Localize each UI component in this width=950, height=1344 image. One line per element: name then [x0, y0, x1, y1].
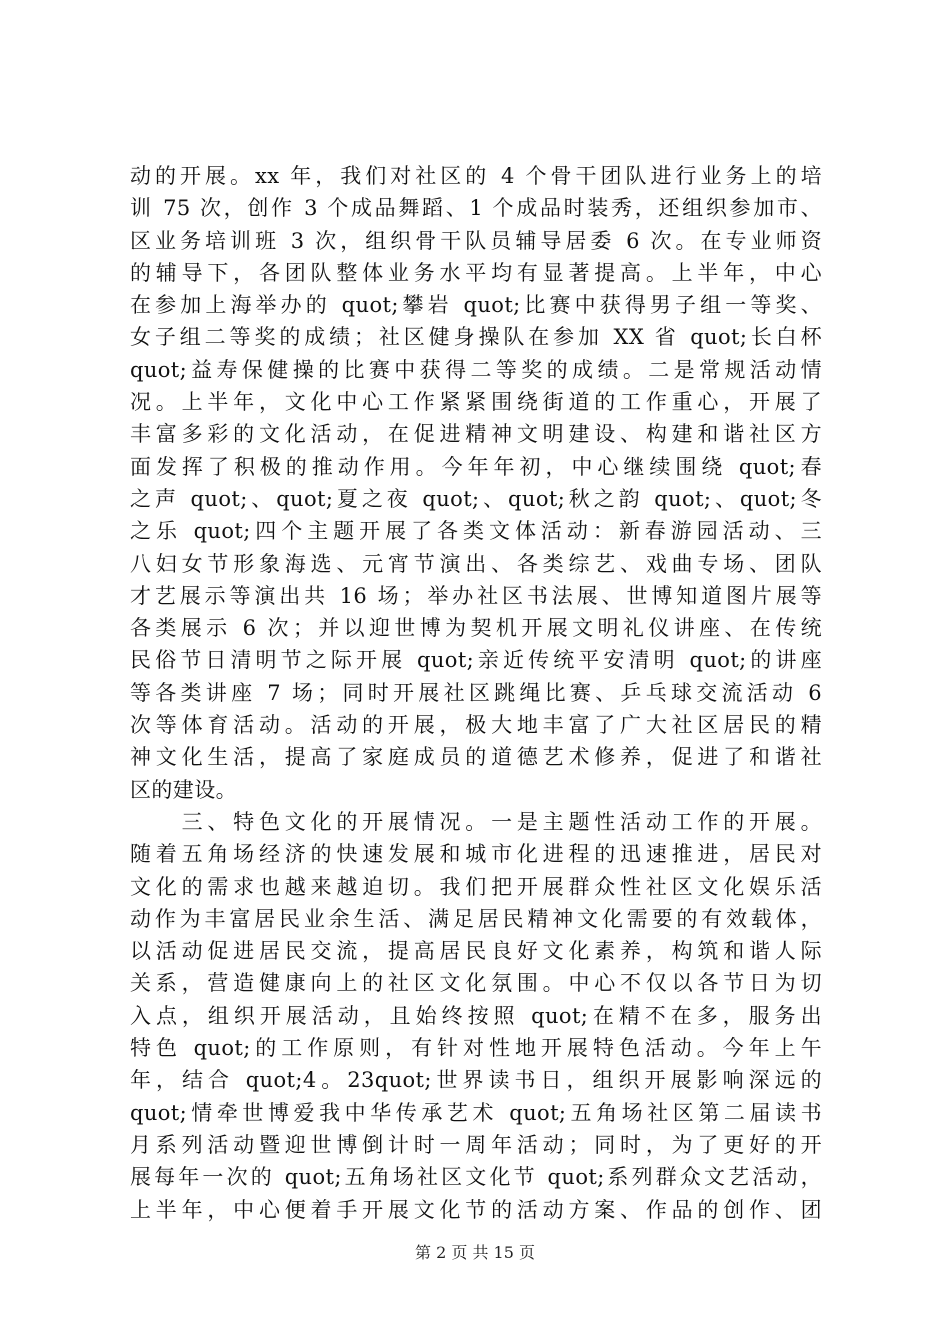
text-line: 在参加上海举办的 quot;攀岩 quot;比赛中获得男子组一等奖、	[130, 293, 822, 318]
text-line: 三、特色文化的开展情况。一是主题性活动工作的开展。	[130, 809, 822, 834]
page-footer: 第 2 页 共 15 页	[415, 1243, 535, 1262]
text-line: 动的开展。xx 年，我们对社区的 4 个骨干团队进行业务上的培	[130, 164, 822, 188]
text-line: 随着五角场经济的快速发展和城市化进程的迅速推进，居民对	[130, 842, 822, 867]
text-line: 文化的需求也越来越迫切。我们把开展群众性社区文化娱乐活	[130, 874, 822, 899]
text-line: 特色 quot;的工作原则，有针对性地开展特色活动。今年上午	[130, 1036, 822, 1061]
text-line: 次等体育活动。活动的开展，极大地丰富了广大社区居民的精	[130, 713, 822, 738]
text-line: 展每年一次的 quot;五角场社区文化节 quot;系列群众文艺活动，	[130, 1165, 822, 1190]
text-line: 况。上半年，文化中心工作紧紧围绕街道的工作重心，开展了	[130, 390, 822, 415]
text-line: 关系，营造健康向上的社区文化氛围。中心不仅以各节日为切	[130, 971, 822, 996]
text-line: 之声 quot;、quot;夏之夜 quot;、quot;秋之韵 quot;、quot;冬	[130, 486, 822, 511]
text-line: 入点，组织开展活动，且始终按照 quot;在精不在多，服务出	[130, 1003, 822, 1028]
text-line: 神文化生活，提高了家庭成员的道德艺术修养，促进了和谐社	[130, 745, 822, 770]
text-line: 之乐 quot;四个主题开展了各类文体活动：新春游园活动、三	[130, 519, 822, 544]
text-line: 民俗节日清明节之际开展 quot;亲近传统平安清明 quot;的讲座	[130, 648, 822, 673]
text-line: 面发挥了积极的推动作用。今年年初，中心继续围绕 quot;春	[130, 454, 822, 479]
text-line: 上半年，中心便着手开展文化节的活动方案、作品的创作、团	[130, 1197, 822, 1222]
text-line: 的辅导下，各团队整体业务水平均有显著提高。上半年，中心	[130, 260, 822, 285]
text-line: quot;益寿保健操的比赛中获得二等奖的成绩。二是常规活动情	[130, 357, 822, 382]
text-line: 区业务培训班 3 次，组织骨干队员辅导居委 6 次。在专业师资	[130, 228, 822, 253]
text-line: 各类展示 6 次；并以迎世博为契机开展文明礼仪讲座、在传统	[130, 616, 822, 641]
text-line: 女子组二等奖的成绩；社区健身操队在参加 XX 省 quot;长白杯	[130, 325, 822, 350]
text-line: 月系列活动暨迎世博倒计时一周年活动；同时，为了更好的开	[130, 1132, 822, 1157]
text-line: 训 75 次，创作 3 个成品舞蹈、1 个成品时装秀，还组织参加市、	[130, 196, 822, 221]
text-line: quot;情牵世博爱我中华传承艺术 quot;五角场社区第二届读书	[130, 1100, 822, 1125]
text-line: 以活动促进居民交流，提高居民良好文化素养，构筑和谐人际	[130, 939, 822, 964]
text-line: 等各类讲座 7 场；同时开展社区跳绳比赛、乒乓球交流活动 6	[130, 680, 822, 705]
body-text	[130, 160, 822, 1226]
text-line: 八妇女节形象海选、元宵节演出、各类综艺、戏曲专场、团队	[130, 551, 822, 576]
text-line: 动作为丰富居民业余生活、满足居民精神文化需要的有效载体，	[130, 906, 822, 931]
text-line: 年，结合 quot;4。23quot;世界读书日，组织开展影响深远的	[130, 1068, 822, 1093]
text-line: 区的建设。	[130, 777, 237, 802]
text-line: 丰富多彩的文化活动，在促进精神文明建设、构建和谐社区方	[130, 422, 822, 447]
text-line: 才艺展示等演出共 16 场；举办社区书法展、世博知道图片展等	[130, 583, 822, 608]
